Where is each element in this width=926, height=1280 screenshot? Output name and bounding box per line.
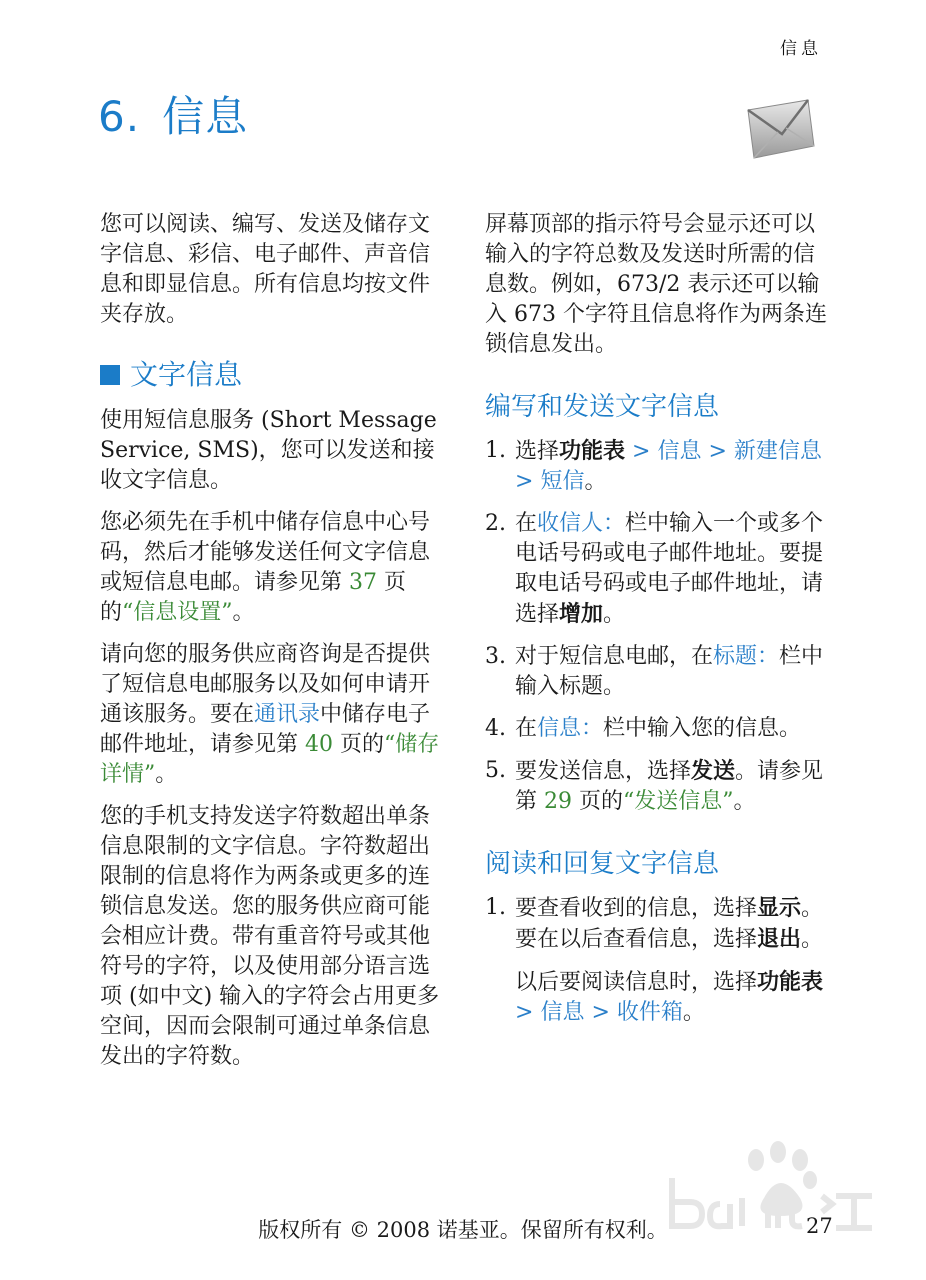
chapter-number: 6.: [98, 92, 141, 141]
message-settings-link[interactable]: “信息设置”: [122, 600, 233, 625]
step-number: 5.: [485, 758, 506, 783]
messages-link[interactable]: 信息: [657, 439, 702, 464]
text: 对于短信息电邮，在: [515, 644, 714, 669]
step-number: 2.: [485, 511, 506, 536]
long-message-paragraph: 您的手机支持发送字符数超出单条信息限制的文字信息。字符数超出限制的信息将作为两条或更多的连锁信息发送。您的服务供应商可能会相应计费。带有重音符号或其他符号的字符，以及使用部分语言选项 (如中文) 输入的字符会占用更多空间，因而会限制可通过单条信息发出的字符数。: [100, 804, 440, 1069]
right-column: [485, 210, 830, 1040]
chapter-title: [98, 84, 248, 144]
separator: >: [701, 439, 734, 464]
text: 。: [801, 927, 824, 952]
center-number-paragraph: [100, 508, 445, 628]
separator: >: [625, 439, 658, 464]
text: 您必须先在手机中储存信息中心号码，然后才能够发送任何文字信息或短信息电邮。请参见第: [100, 510, 431, 595]
page-ref-link[interactable]: 37: [349, 570, 377, 595]
add-label[interactable]: 增加: [559, 601, 604, 627]
text: 请向您的服务供应商咨询是否提供了短信息电邮服务以及如何申请开通该服务。要在: [100, 642, 431, 727]
text: 。: [155, 762, 178, 787]
text: 栏中输入标题。: [515, 644, 824, 699]
text: 。: [584, 469, 607, 494]
copyright-footer: 版权所有 © 2008 诺基亚。保留所有权利。: [258, 1218, 668, 1242]
text: 。要在以后查看信息，选择: [515, 896, 824, 952]
step-text: [515, 436, 830, 497]
page-ref-link[interactable]: 40: [305, 732, 333, 757]
list-item: [485, 756, 830, 817]
step-text: [515, 893, 830, 955]
step-text: [515, 714, 830, 744]
text: 。: [733, 789, 756, 814]
text: 栏中输入您的信息。: [603, 716, 802, 741]
compose-title: 编写和发送文字信息: [485, 392, 720, 422]
text: 栏中输入一个或多个电话号码或电子邮件地址。要提取电话号码或电子邮件地址，请选择: [515, 511, 824, 627]
text: 在: [515, 716, 538, 741]
sms-link[interactable]: 短信: [540, 469, 585, 494]
text: 。: [682, 1000, 705, 1025]
send-label[interactable]: 发送: [691, 758, 736, 784]
text: 。: [232, 600, 255, 625]
text: 选择: [515, 439, 560, 464]
step-number: 1.: [485, 895, 506, 920]
section-title-text: 文字信息: [130, 358, 243, 391]
text: 在: [515, 511, 538, 536]
text: 中储存电子邮件地址，请参见第: [100, 702, 431, 757]
section-title: [100, 360, 445, 390]
send-message-link[interactable]: “发送信息”: [623, 789, 734, 814]
page-ref-link[interactable]: 29: [544, 789, 572, 814]
left-column: [100, 210, 445, 1084]
text: 以后要阅读信息时，选择: [515, 970, 758, 995]
text: 。: [603, 602, 626, 627]
show-label[interactable]: 显示: [757, 895, 802, 921]
step-number: 3.: [485, 644, 506, 669]
list-item: [485, 893, 830, 955]
exit-label[interactable]: 退出: [757, 926, 802, 952]
text: 页的: [333, 732, 384, 757]
email-service-paragraph: [100, 640, 445, 790]
list-item: [485, 714, 830, 744]
menu-label[interactable]: 功能表: [559, 438, 626, 464]
message-field-link[interactable]: 信息：: [537, 716, 604, 741]
menu-label[interactable]: 功能表: [757, 969, 824, 995]
save-details-link[interactable]: “储存详情”: [100, 732, 440, 787]
messages-link[interactable]: 信息: [540, 1000, 585, 1025]
subject-field-link[interactable]: 标题：: [713, 644, 780, 669]
step-text: [515, 756, 830, 817]
separator: >: [515, 469, 541, 494]
separator: >: [515, 1000, 541, 1025]
separator: >: [584, 1000, 617, 1025]
text: 页的: [100, 570, 406, 625]
sms-paragraph: 使用短信息服务 (Short Message Service, SMS)，您可以发送和接收文字信息。: [100, 408, 437, 493]
page-number: 27: [806, 1214, 833, 1238]
section-bullet-icon: [100, 365, 120, 385]
step-number: 1.: [485, 438, 506, 463]
step-text: [515, 509, 830, 630]
indicator-paragraph: 屏幕顶部的指示符号会显示还可以输入的字符总数及发送时所需的信息数。例如，673/2 表示还可以输入 673 个字符且信息将作为两条连锁信息发出。: [485, 212, 827, 357]
step-text: [515, 642, 830, 702]
envelope-icon: [742, 96, 818, 166]
inbox-link[interactable]: 收件箱: [616, 1000, 683, 1025]
compose-steps: [485, 436, 830, 817]
recipient-field-link[interactable]: 收信人：: [537, 511, 626, 536]
read-title: 阅读和回复文字信息: [485, 849, 720, 879]
running-header: 信息: [780, 39, 822, 59]
new-message-link[interactable]: 新建信息: [733, 439, 822, 464]
list-item: [485, 436, 830, 497]
text: 。请参见第: [515, 759, 824, 814]
text: 页的: [572, 789, 623, 814]
list-item: [485, 509, 830, 630]
list-item: [485, 642, 830, 702]
text: 要发送信息，选择: [515, 759, 692, 784]
read-steps: [485, 893, 830, 955]
contacts-link[interactable]: 通讯录: [254, 702, 321, 727]
text: 要查看收到的信息，选择: [515, 896, 758, 921]
intro-paragraph: 您可以阅读、编写、发送及储存文字信息、彩信、电子邮件、声音信息和即显信息。所有信息均按文件夹存放。: [100, 212, 431, 327]
step-number: 4.: [485, 716, 506, 741]
chapter-title-text: 信息: [162, 92, 249, 141]
read-later-paragraph: [485, 967, 830, 1028]
